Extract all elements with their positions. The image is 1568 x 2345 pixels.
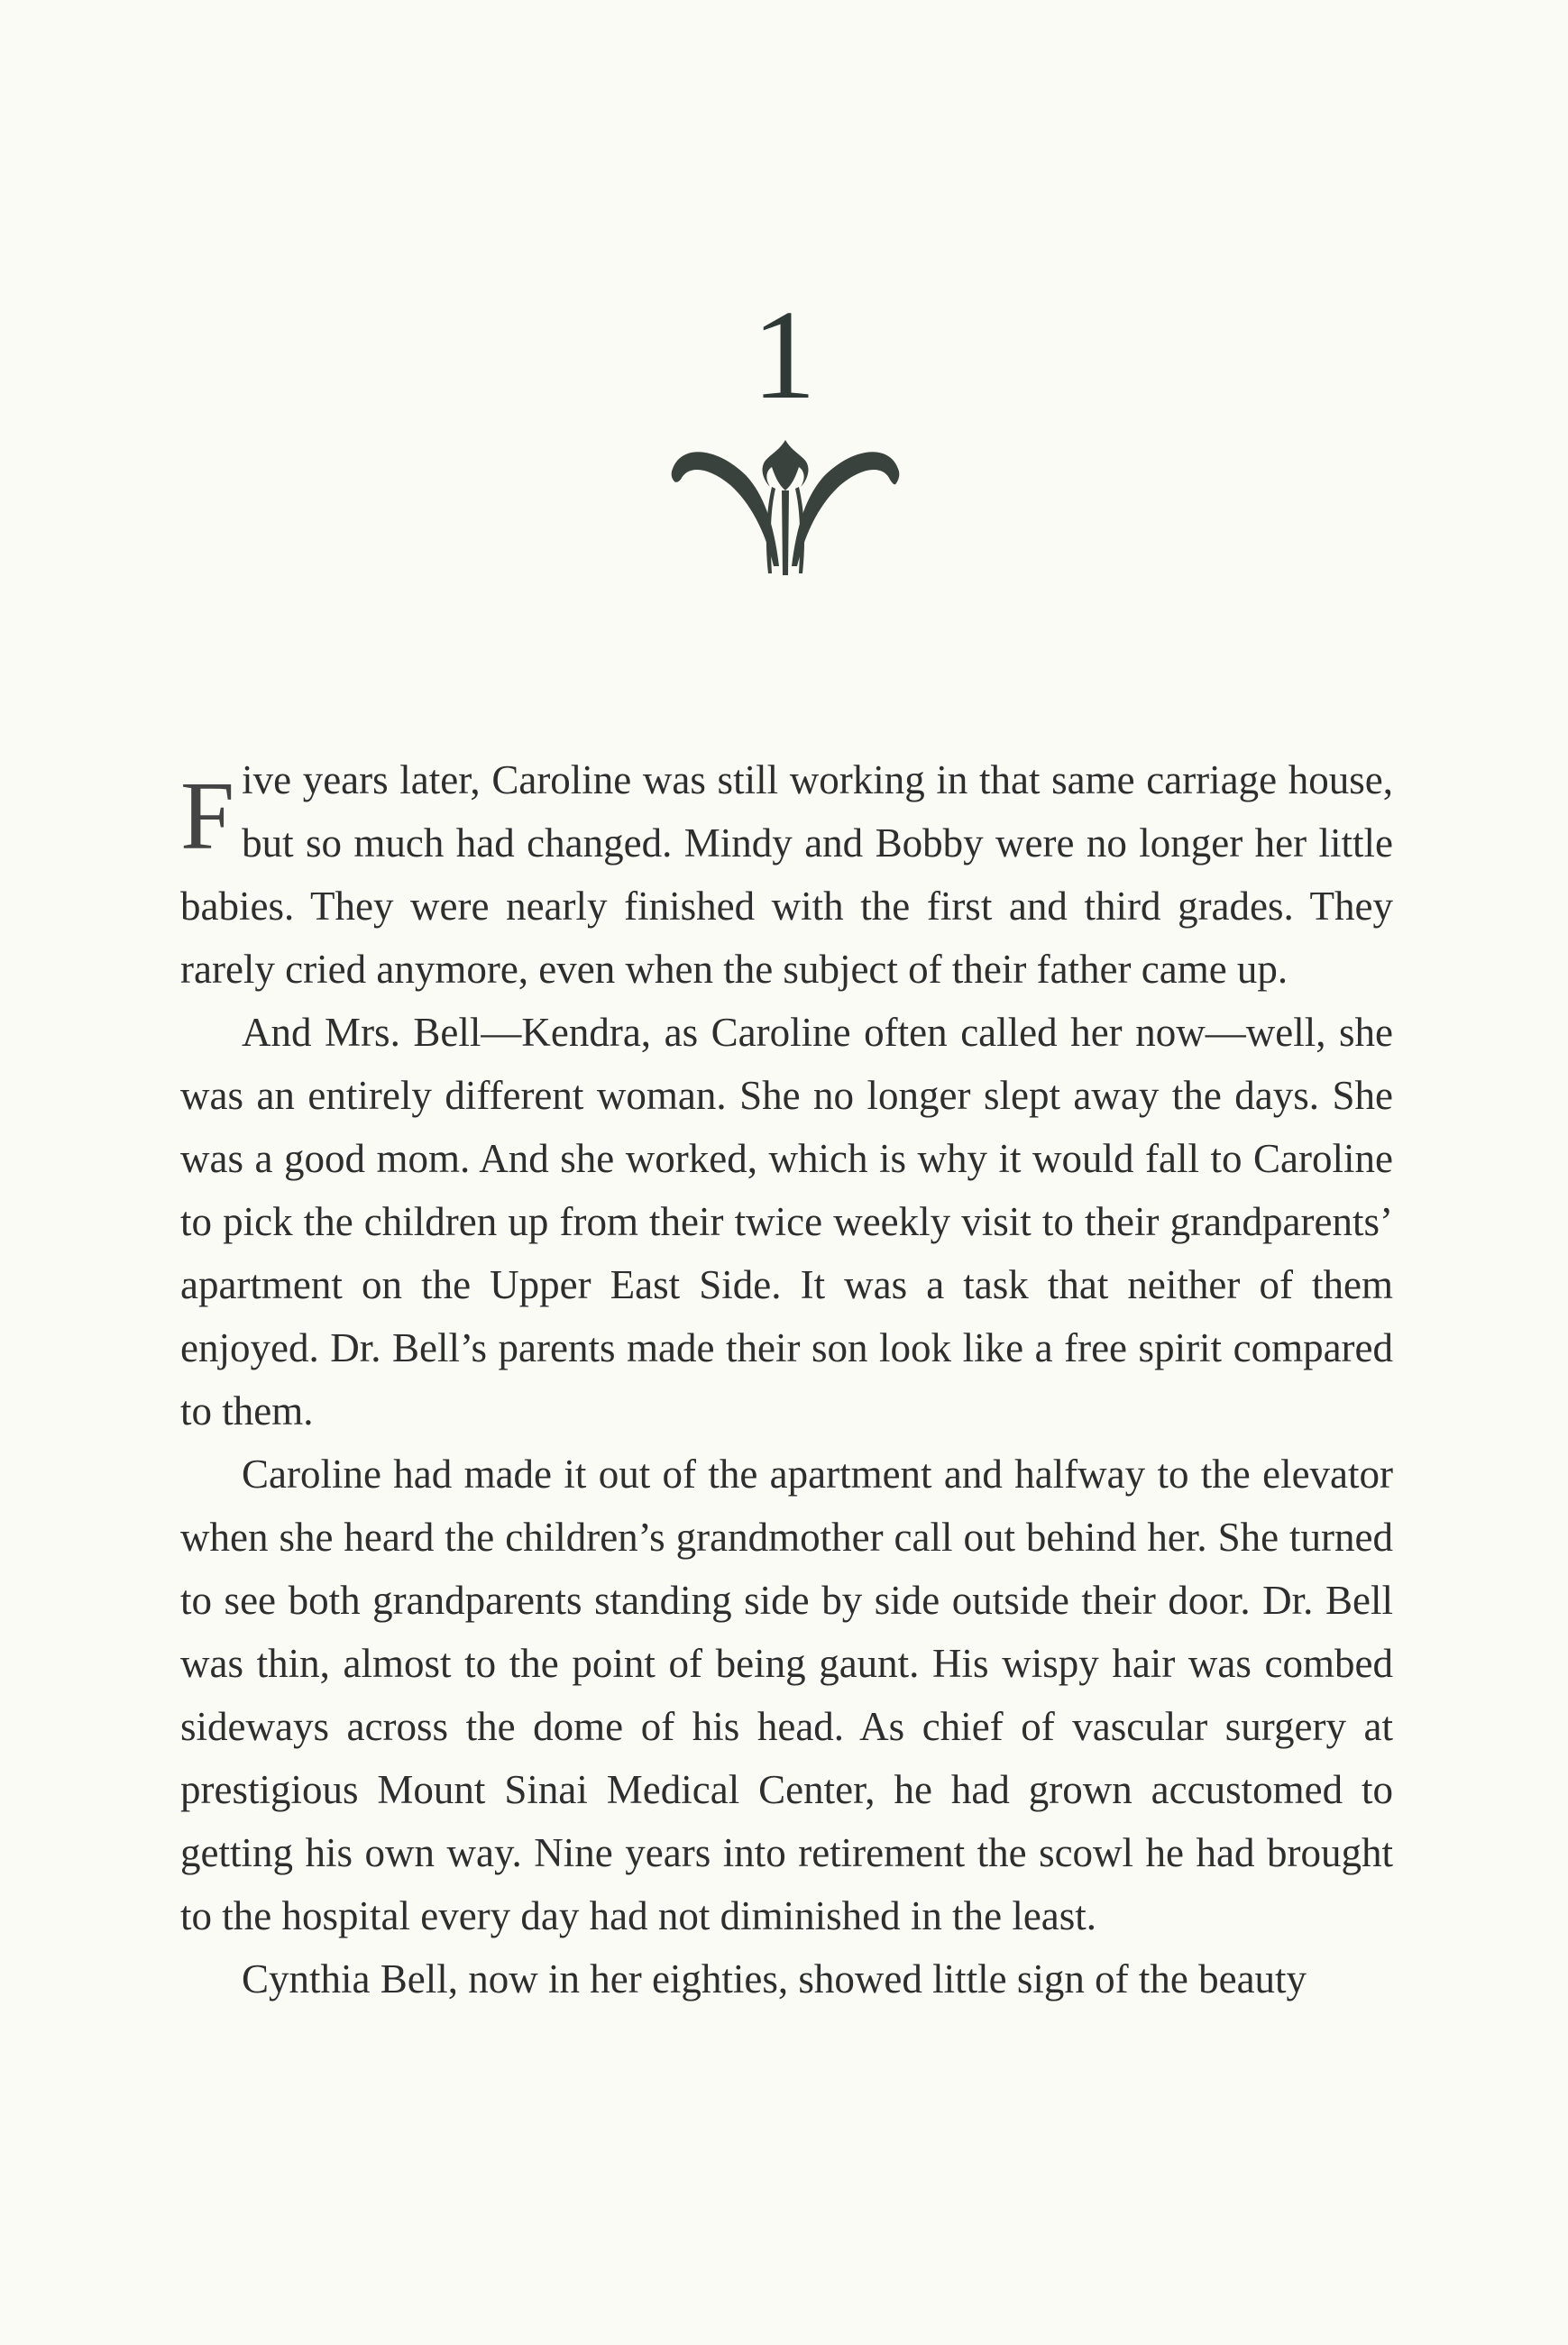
chapter-body	[180, 748, 1393, 2011]
paragraph-1-text: ive years later, Caroline was still working in that same carriage house, but so much had changed. Mindy and Bobby were no longer her little babies. They were nearly finished with the first and third grades. They rarely cried anymore, even when the subject of their father came up.	[180, 757, 1393, 992]
tulip-fleuron-icon	[664, 431, 907, 590]
paragraph-3: Caroline had made it out of the apartment and halfway to the elevator when she heard the children’s grandmother call out behind her. She turned to see both grandparents standing side by side outside their door. Dr. Bell was thin, almost to the point of being gaunt. His wispy hair was combed sideways across the dome of his head. As chief of vascular surgery at prestigious Mount Sinai Medical Center, he had grown accustomed to getting his own way. Nine years into retirement the scowl he had brought to the hospital every day had not diminished in the least.	[180, 1452, 1393, 1938]
chapter-number: 1	[752, 283, 816, 426]
paragraph-1	[180, 748, 1393, 1001]
paragraph-2: And Mrs. Bell—Kendra, as Caroline often called her now—well, she was an entirely different woman. She no longer slept away the days. She was a good mom. And she worked, which is why it would fall to Caroline to pick the children up from their twice weekly visit to their grandparents’ apartment on the Upper East Side. It was a task that neither of them enjoyed. Dr. Bell’s parents made their son look like a free spirit compared to them.	[180, 1010, 1393, 1434]
paragraph-4: Cynthia Bell, now in her eighties, showed little sign of the beauty	[242, 1956, 1307, 2001]
drop-cap: F	[180, 763, 235, 870]
